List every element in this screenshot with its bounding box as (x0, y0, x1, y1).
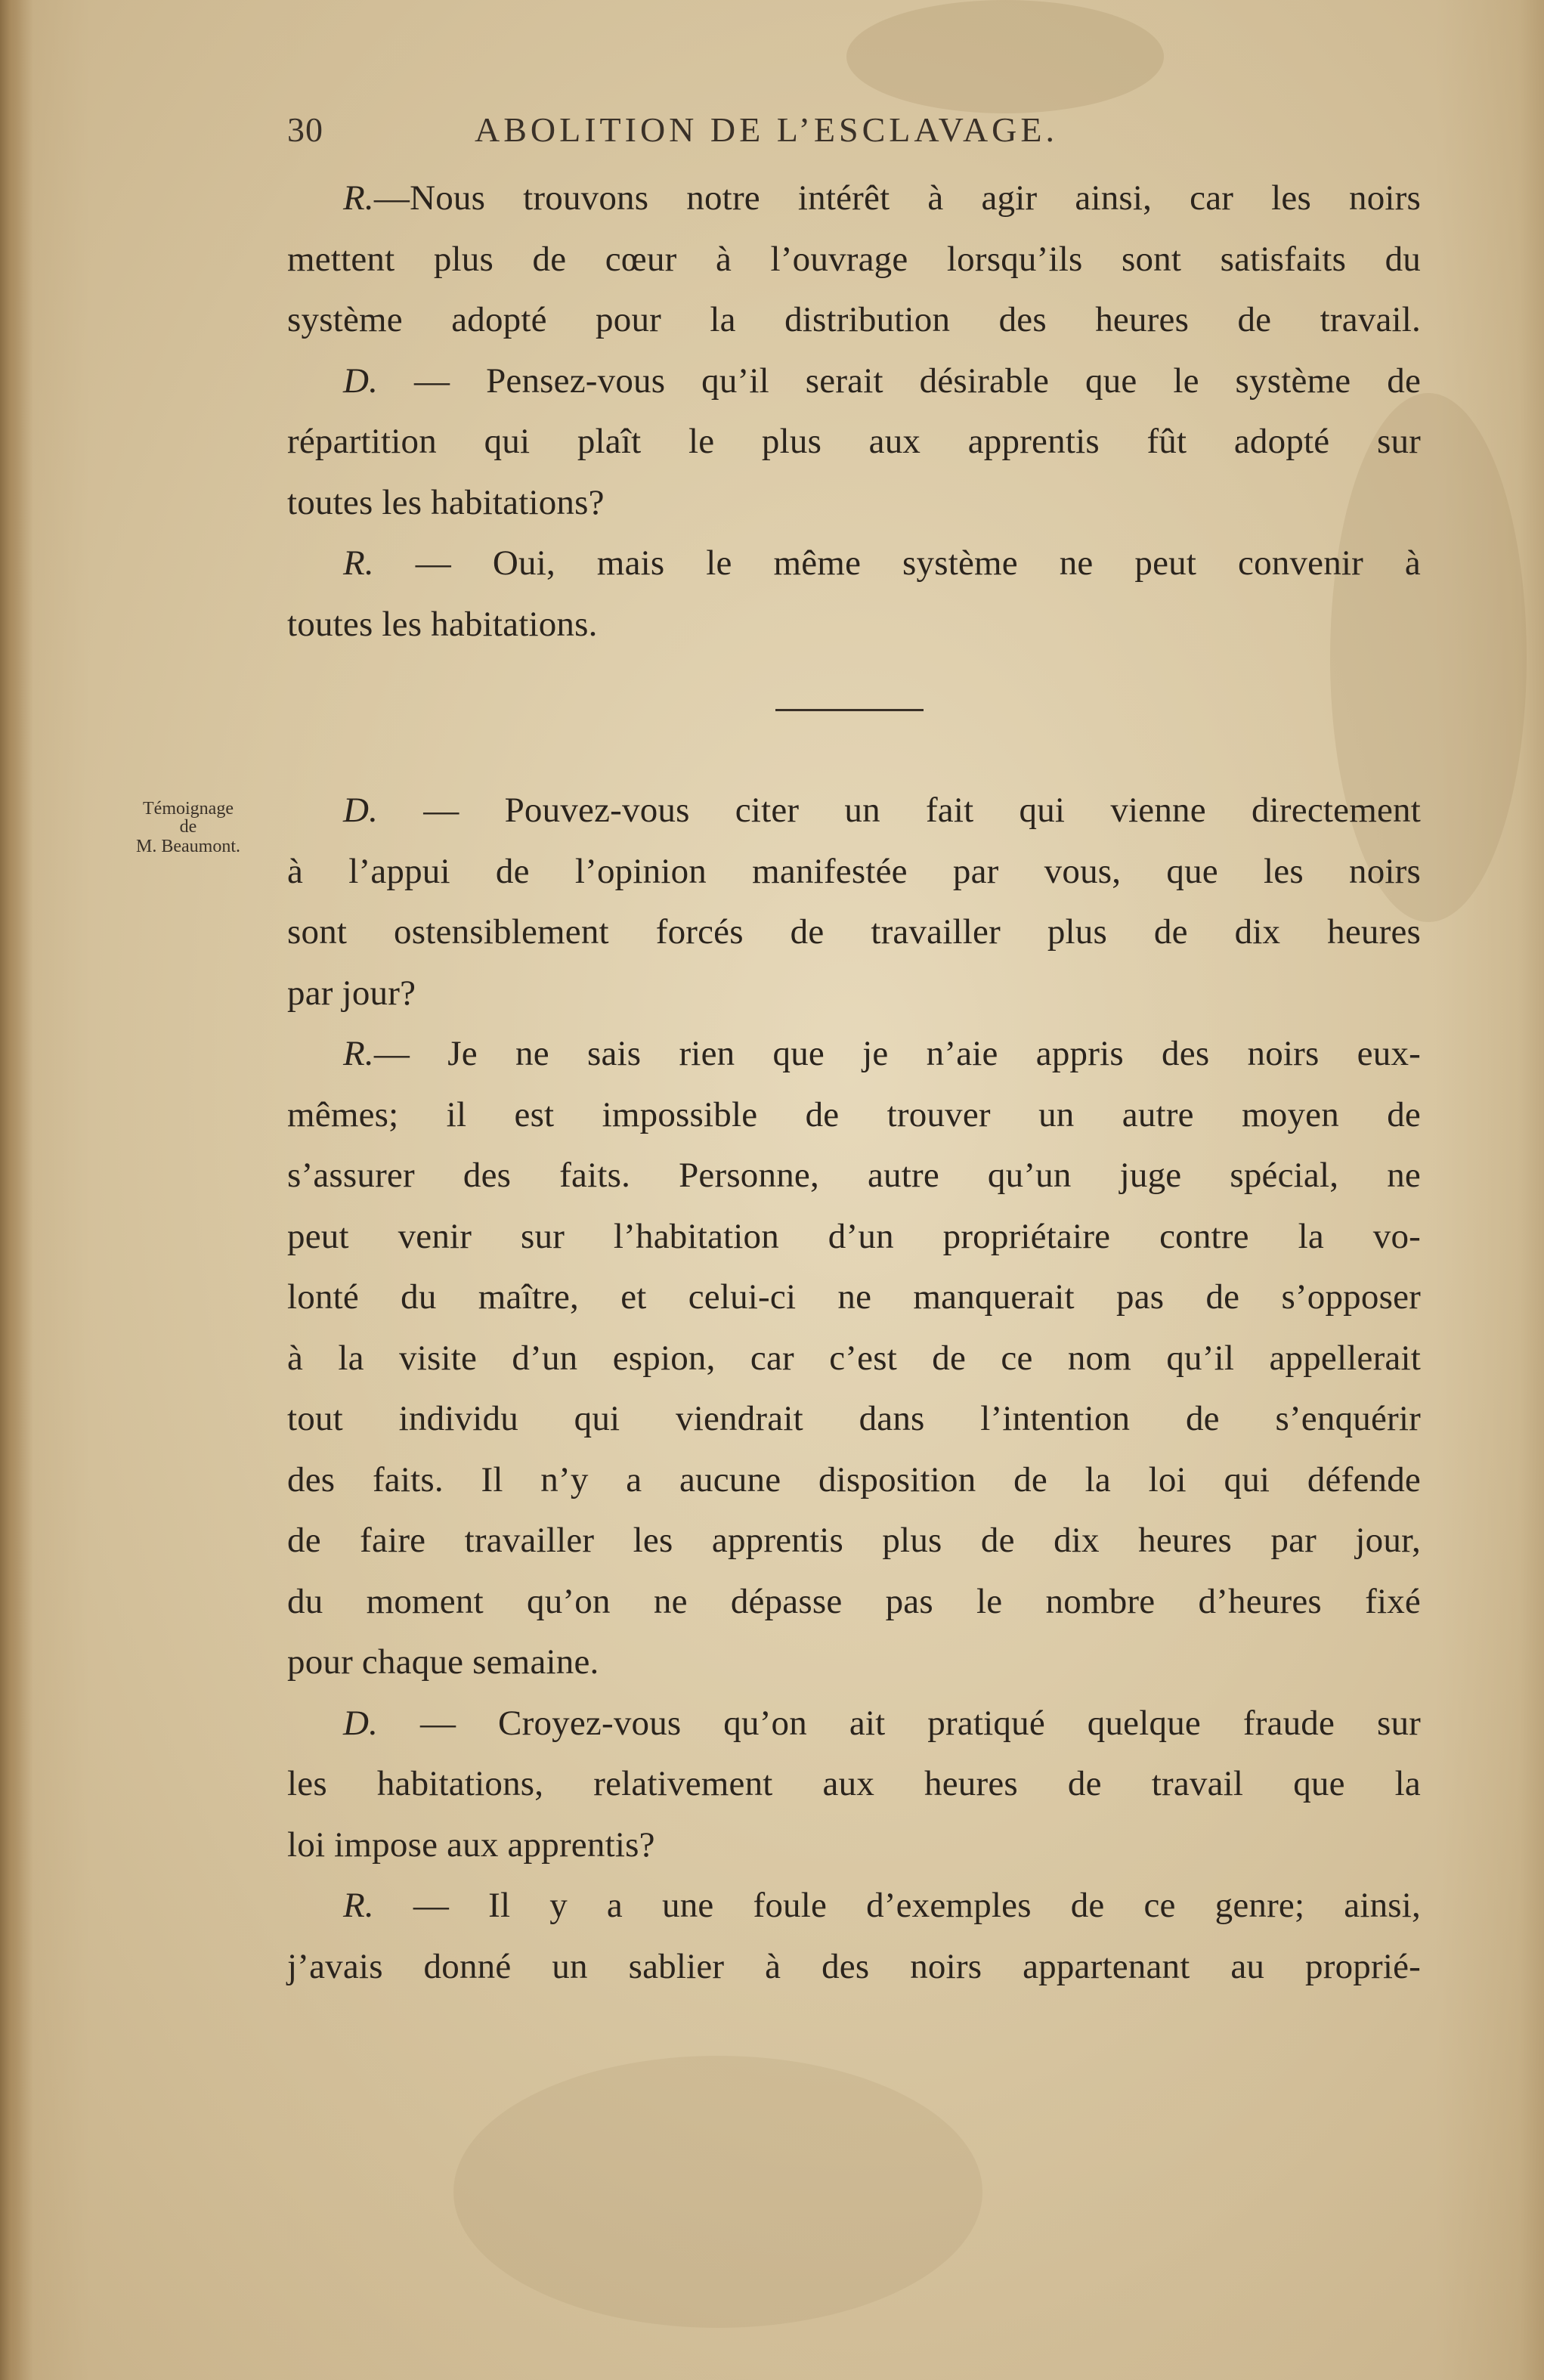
page-number: 30 (287, 110, 323, 149)
text-line: pour chaque semaine. (287, 1642, 599, 1682)
text-line: R.—Nous trouvons notre intérêt à agir ainsi, car les noirs (343, 178, 1421, 218)
text-block-2 (287, 780, 1421, 1997)
text-line: D. — Pouvez-vous citer un fait qui vienne directement (343, 791, 1421, 830)
text-line: peut venir sur l’habitation d’un propriétaire contre la vo- (287, 1216, 1421, 1256)
text-line: de faire travailler les apprentis plus de dix heures par jour, (287, 1521, 1421, 1560)
margin-note (106, 800, 271, 856)
text-line: s’assurer des faits. Personne, autre qu’un juge spécial, ne (287, 1156, 1421, 1195)
text-line: lonté du maître, et celui-ci ne manquerait pas de s’opposer (287, 1277, 1421, 1317)
speaker-label: D. (343, 791, 379, 830)
running-head (287, 107, 1421, 153)
text-line: D. — Pensez-vous qu’il serait désirable que le système de (343, 361, 1421, 401)
speaker-label: D. (343, 1703, 379, 1743)
text-line: loi impose aux apprentis? (287, 1824, 655, 1865)
text-line: par jour? (287, 973, 416, 1013)
text-line: j’avais donné un sablier à des noirs appartenant au proprié- (287, 1946, 1421, 1986)
section-divider (775, 709, 924, 711)
text-line: des faits. Il n’y a aucune disposition de la loi qui défende (287, 1459, 1421, 1499)
text-line: R. — Il y a une foule d’exemples de ce genre; ainsi, (343, 1886, 1421, 1925)
text-line: les habitations, relativement aux heures de travail que la (287, 1764, 1421, 1803)
speaker-label: R. (343, 1034, 374, 1073)
text-line: toutes les habitations. (287, 604, 598, 644)
margin-note-line: Témoignage (143, 799, 234, 819)
text-line: tout individu qui viendrait dans l’intention de s’enquérir (287, 1399, 1421, 1438)
speaker-label: R. (343, 543, 374, 583)
margin-note-line: M. Beaumont. (136, 837, 240, 856)
text-line: toutes les habitations? (287, 482, 605, 522)
text-line: R.— Je ne sais rien que je n’aie appris des noirs eux- (343, 1034, 1421, 1073)
speaker-label: R. (343, 178, 374, 218)
text-line: répartition qui plaît le plus aux apprentis fût adopté sur (287, 422, 1421, 461)
speaker-label: D. (343, 361, 379, 401)
text-line: du moment qu’on ne dépasse pas le nombre d’heures fixé (287, 1581, 1421, 1621)
binding-edge (0, 0, 33, 2380)
text-line: système adopté pour la distribution des heures de travail. (287, 300, 1421, 339)
text-line: à la visite d’un espion, car c’est de ce nom qu’il appellerait (287, 1338, 1421, 1378)
paper-stain (453, 2056, 982, 2328)
margin-note-line: de (179, 817, 197, 837)
text-line: sont ostensiblement forcés de travailler plus de dix heures (287, 912, 1421, 952)
paper-stain (846, 0, 1164, 113)
speaker-label: R. (343, 1886, 374, 1925)
running-title: ABOLITION DE L’ESCLAVAGE. (475, 110, 1058, 149)
text-line: mêmes; il est impossible de trouver un autre moyen de (287, 1094, 1421, 1134)
text-line: mettent plus de cœur à l’ouvrage lorsqu’ils sont satisfaits du (287, 239, 1421, 279)
text-line: R. — Oui, mais le même système ne peut convenir à (343, 543, 1421, 583)
text-line: D. — Croyez-vous qu’on ait pratiqué quelque fraude sur (343, 1703, 1421, 1743)
text-line: à l’appui de l’opinion manifestée par vous, que les noirs (287, 851, 1421, 891)
text-block-1 (287, 168, 1421, 655)
